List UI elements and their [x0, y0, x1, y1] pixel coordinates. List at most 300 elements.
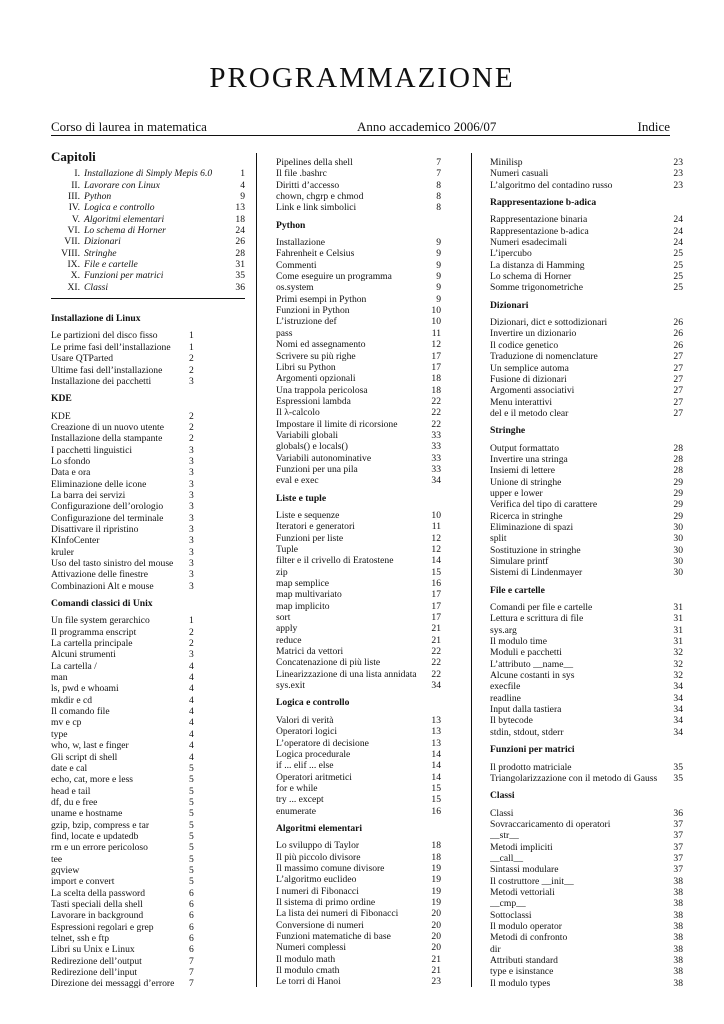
chapter-entry[interactable] [51, 282, 245, 293]
entry-page: 22 [431, 407, 441, 419]
entry-page: 32 [673, 658, 683, 670]
entry-label: Variabili autonominative [276, 452, 372, 464]
index-entry[interactable] [51, 888, 245, 899]
index-entry[interactable] [490, 443, 683, 454]
index-entry[interactable] [490, 340, 683, 351]
index-entry[interactable] [51, 365, 245, 376]
chapter-entry[interactable] [51, 168, 245, 179]
index-entry[interactable] [51, 467, 245, 478]
index-entry[interactable] [490, 727, 683, 738]
index-entry[interactable] [490, 363, 683, 374]
entry-label: La cartella / [51, 660, 97, 672]
index-entry[interactable] [276, 976, 441, 987]
entry-page: 3 [189, 444, 194, 456]
index-section [490, 744, 683, 784]
index-entry[interactable] [276, 680, 441, 691]
index-entry[interactable] [51, 922, 245, 933]
index-entry[interactable] [276, 316, 441, 327]
index-entry[interactable] [490, 625, 683, 636]
index-entry[interactable] [276, 419, 441, 430]
index-entry[interactable] [276, 601, 441, 612]
index-entry[interactable] [276, 202, 441, 213]
entry-label: if ... elif ... else [276, 760, 334, 772]
sections-list [276, 157, 441, 988]
index-entry[interactable] [490, 317, 683, 328]
index-entry[interactable] [276, 954, 441, 965]
index-entry[interactable] [51, 433, 245, 444]
index-entry[interactable] [51, 967, 245, 978]
index-entry[interactable] [276, 396, 441, 407]
index-entry[interactable] [276, 362, 441, 373]
index-entry[interactable] [490, 681, 683, 692]
index-entry[interactable] [51, 581, 245, 592]
index-entry[interactable] [51, 627, 245, 638]
entry-page: 22 [431, 418, 441, 430]
entry-page: 7 [189, 955, 194, 967]
entry-page: 37 [673, 830, 683, 842]
entry-label: echo, cat, more e less [51, 774, 134, 786]
index-entry[interactable] [51, 490, 245, 501]
index-entry[interactable] [276, 157, 441, 168]
entry-page: 18 [431, 373, 441, 385]
entry-label: La cartella principale [51, 638, 133, 650]
entry-page: 5 [189, 774, 194, 786]
entry-label: map semplice [276, 578, 330, 590]
index-entry[interactable] [490, 351, 683, 362]
index-entry[interactable] [276, 168, 441, 179]
entry-label: Argomenti associativi [490, 385, 575, 397]
index-entry[interactable] [490, 465, 683, 476]
index-entry[interactable] [51, 944, 245, 955]
index-entry[interactable] [490, 602, 683, 613]
index-entry[interactable] [490, 157, 683, 168]
index-entry[interactable] [490, 944, 683, 955]
index-entry[interactable] [490, 715, 683, 726]
index-entry[interactable] [276, 180, 441, 191]
chapter-entry[interactable] [51, 214, 245, 225]
index-entry[interactable] [490, 955, 683, 966]
index-entry[interactable] [276, 760, 441, 771]
entry-label: Metodi vettoriali [490, 886, 555, 898]
entry-label: Conversione di numeri [276, 919, 364, 931]
chapter-entry[interactable] [51, 259, 245, 270]
index-entry[interactable] [276, 749, 441, 760]
index-entry[interactable] [276, 623, 441, 634]
entry-page: 1 [189, 615, 194, 627]
entry-page: 12 [431, 544, 441, 555]
index-entry[interactable] [490, 260, 683, 271]
index-entry[interactable] [51, 479, 245, 490]
index-entry[interactable] [51, 717, 245, 728]
entry-page: 8 [436, 191, 441, 203]
entry-label: Link e link simbolici [276, 202, 357, 214]
index-entry[interactable] [51, 865, 245, 876]
index-section [51, 313, 245, 387]
index-entry[interactable] [490, 545, 683, 556]
index-entry[interactable] [490, 647, 683, 658]
index-entry[interactable] [51, 330, 245, 341]
entry-label: pass [276, 327, 293, 339]
entry-label: Iteratori e generatori [276, 521, 355, 533]
index-entry[interactable] [490, 910, 683, 921]
entry-page: 17 [431, 361, 441, 373]
entry-label: telnet, ssh e ftp [51, 933, 110, 944]
entry-label: Liste e sequenze [276, 509, 340, 521]
index-entry[interactable] [276, 555, 441, 566]
index-entry[interactable] [276, 669, 441, 680]
index-entry[interactable] [51, 501, 245, 512]
index-entry[interactable] [490, 248, 683, 259]
index-entry[interactable] [276, 453, 441, 464]
index-entry[interactable] [276, 863, 441, 874]
index-entry[interactable] [276, 464, 441, 475]
index-entry[interactable] [276, 271, 441, 282]
entry-label: Espressioni regolari e grep [51, 921, 154, 933]
index-entry[interactable] [276, 305, 441, 316]
entry-label: Operatori aritmetici [276, 771, 352, 783]
entry-page: 27 [673, 373, 683, 385]
index-entry[interactable] [490, 704, 683, 715]
index-entry[interactable] [51, 729, 245, 740]
entry-label: Menu interattivi [490, 396, 553, 408]
entry-label: L’attributo __name__ [490, 658, 574, 670]
index-entry[interactable] [51, 445, 245, 456]
chapter-number: VII. [64, 236, 80, 248]
entry-page: 27 [673, 385, 683, 397]
index-entry[interactable] [490, 374, 683, 385]
entry-page: 17 [431, 350, 441, 362]
entry-label: L’algoritmo del contadino russo [490, 179, 613, 191]
section-title: Logica e controllo [276, 697, 350, 709]
index-entry[interactable] [276, 567, 441, 578]
entry-label: Argomenti opzionali [276, 373, 356, 385]
chapter-entry[interactable] [51, 270, 245, 281]
index-entry[interactable] [490, 488, 683, 499]
index-entry[interactable] [51, 535, 245, 546]
chapter-page: 31 [235, 259, 245, 271]
index-entry[interactable] [490, 898, 683, 909]
index-entry[interactable] [51, 376, 245, 387]
entry-page: 7 [436, 157, 441, 168]
chapter-title: Installazione di Simply Mepis 6.0 [84, 168, 213, 180]
index-entry[interactable] [51, 672, 245, 683]
index-entry[interactable] [51, 752, 245, 763]
index-entry[interactable] [276, 248, 441, 259]
index-entry[interactable] [51, 661, 245, 672]
index-entry[interactable] [276, 726, 441, 737]
index-entry[interactable] [490, 454, 683, 465]
entry-label: Variabili globali [276, 429, 339, 441]
index-entry[interactable] [276, 635, 441, 646]
index-entry[interactable] [51, 649, 245, 660]
index-entry[interactable] [490, 876, 683, 887]
entry-label: Installazione [276, 237, 326, 249]
entry-label: Il sistema di primo ordine [276, 896, 376, 908]
index-entry[interactable] [490, 887, 683, 898]
index-entry[interactable] [51, 615, 245, 626]
index-entry[interactable] [51, 899, 245, 910]
index-entry[interactable] [276, 351, 441, 362]
chapter-entry[interactable] [51, 191, 245, 202]
entry-page: 21 [431, 623, 441, 635]
index-entry[interactable] [490, 226, 683, 237]
index-entry[interactable] [51, 842, 245, 853]
entry-page: 30 [673, 544, 683, 556]
index-entry[interactable] [490, 328, 683, 339]
entry-page: 3 [189, 375, 194, 387]
entry-page: 2 [189, 433, 194, 445]
index-entry[interactable] [490, 556, 683, 567]
index-entry[interactable] [51, 786, 245, 797]
entry-label: Il file .bashrc [276, 168, 327, 180]
chapter-number: I. [74, 168, 80, 180]
chapter-entry[interactable] [51, 248, 245, 259]
index-entry[interactable] [490, 180, 683, 191]
entry-label: KInfoCenter [51, 535, 100, 547]
entry-page: 4 [189, 660, 194, 672]
index-entry[interactable] [51, 978, 245, 989]
entry-label: Data e ora [51, 467, 91, 479]
entry-label: Concatenazione di più liste [276, 657, 381, 669]
entry-label: Comandi per file e cartelle [490, 602, 593, 614]
entry-page: 14 [431, 555, 441, 567]
chapter-page: 13 [235, 202, 245, 214]
index-entry[interactable] [276, 657, 441, 668]
index-entry[interactable] [276, 260, 441, 271]
index-entry[interactable] [276, 589, 441, 600]
entry-label: Input dalla tastiera [490, 704, 562, 716]
chapter-entry[interactable] [51, 236, 245, 247]
entry-label: Configurazione del terminale [51, 512, 164, 524]
index-entry[interactable] [276, 715, 441, 726]
entry-page: 12 [431, 339, 441, 351]
index-entry[interactable] [490, 670, 683, 681]
index-entry[interactable] [276, 772, 441, 783]
index-entry[interactable] [276, 521, 441, 532]
chapter-title: Python [84, 191, 112, 203]
index-entry[interactable] [490, 636, 683, 647]
entry-page: 4 [189, 717, 194, 729]
index-entry[interactable] [490, 271, 683, 282]
index-entry[interactable] [490, 397, 683, 408]
index-entry[interactable] [51, 513, 245, 524]
entry-page: 22 [431, 668, 441, 680]
entry-page: 30 [673, 567, 683, 579]
index-entry[interactable] [51, 876, 245, 887]
index-entry[interactable] [490, 237, 683, 248]
index-entry[interactable] [51, 353, 245, 364]
index-entry[interactable] [276, 373, 441, 384]
index-entry[interactable] [276, 282, 441, 293]
index-entry[interactable] [490, 659, 683, 670]
entry-page: 3 [189, 569, 194, 581]
index-entry[interactable] [51, 933, 245, 944]
index-entry[interactable] [276, 908, 441, 919]
entry-page: 11 [431, 327, 441, 339]
chapter-entry[interactable] [51, 202, 245, 213]
index-entry[interactable] [276, 294, 441, 305]
index-entry[interactable] [490, 522, 683, 533]
index-entry[interactable] [276, 510, 441, 521]
index-entry[interactable] [276, 965, 441, 976]
section-title: Liste e tuple [276, 492, 327, 504]
index-entry[interactable] [51, 524, 245, 535]
entry-label: Dizionari, dict e sottodizionari [490, 317, 608, 329]
index-entry[interactable] [51, 569, 245, 580]
index-entry[interactable] [51, 547, 245, 558]
index-entry[interactable] [276, 578, 441, 589]
index-entry[interactable] [51, 638, 245, 649]
index-entry[interactable] [490, 966, 683, 977]
index-entry[interactable] [51, 695, 245, 706]
entry-label: for e while [276, 782, 318, 794]
index-entry[interactable] [51, 774, 245, 785]
index-entry[interactable] [276, 931, 441, 942]
entry-label: Espressioni lambda [276, 395, 351, 407]
index-entry[interactable] [490, 864, 683, 875]
section-title: Dizionari [490, 299, 529, 311]
index-entry[interactable] [276, 942, 441, 953]
entry-label: Impostare il limite di ricorsione [276, 418, 398, 430]
index-entry[interactable] [276, 897, 441, 908]
index-entry[interactable] [276, 475, 441, 486]
index-entry[interactable] [276, 339, 441, 350]
entry-label: Redirezione dell’output [51, 955, 142, 967]
entry-page: 34 [673, 715, 683, 727]
entry-page: 38 [673, 932, 683, 944]
entry-page: 3 [189, 489, 194, 501]
entry-label: Scrivere su più righe [276, 350, 356, 362]
index-entry[interactable] [276, 783, 441, 794]
index-entry[interactable] [51, 740, 245, 751]
entry-page: 5 [189, 830, 194, 842]
chapter-entry[interactable] [51, 225, 245, 236]
entry-page: 16 [431, 578, 441, 590]
index-entry[interactable] [51, 956, 245, 967]
chapter-entry[interactable] [51, 180, 245, 191]
entry-label: La distanza di Hamming [490, 259, 585, 271]
index-entry[interactable] [51, 831, 245, 842]
index-entry[interactable] [51, 558, 245, 569]
entry-page: 25 [673, 282, 683, 294]
entry-label: Pipelines della shell [276, 157, 353, 168]
index-entry[interactable] [276, 407, 441, 418]
index-entry[interactable] [51, 411, 245, 422]
index-entry[interactable] [490, 978, 683, 989]
index-entry[interactable] [490, 385, 683, 396]
entry-page: 22 [431, 395, 441, 407]
index-entry[interactable] [276, 874, 441, 885]
index-entry[interactable] [490, 819, 683, 830]
entry-label: apply [276, 623, 298, 635]
index-entry[interactable] [490, 613, 683, 624]
index-entry[interactable] [276, 544, 441, 555]
entry-page: 16 [431, 805, 441, 817]
index-entry[interactable] [490, 773, 683, 784]
index-entry[interactable] [490, 932, 683, 943]
chapter-title: File e cartelle [84, 259, 138, 271]
entry-page: 28 [673, 453, 683, 465]
index-entry[interactable] [51, 706, 245, 717]
index-entry[interactable] [276, 441, 441, 452]
index-entry[interactable] [490, 511, 683, 522]
index-entry[interactable] [490, 214, 683, 225]
index-entry[interactable] [276, 385, 441, 396]
index-entry[interactable] [276, 920, 441, 931]
index-entry[interactable] [490, 693, 683, 704]
entry-label: Il massimo comune divisore [276, 862, 385, 874]
index-entry[interactable] [490, 499, 683, 510]
entry-page: 34 [673, 704, 683, 716]
index-entry[interactable] [51, 797, 245, 808]
index-entry[interactable] [276, 852, 441, 863]
index-entry[interactable] [490, 921, 683, 932]
index-entry[interactable] [51, 808, 245, 819]
index-entry[interactable] [276, 328, 441, 339]
index-section [276, 157, 441, 214]
section-title: Funzioni per matrici [490, 744, 575, 756]
index-entry[interactable] [276, 646, 441, 657]
index-entry[interactable] [276, 533, 441, 544]
index-entry[interactable] [51, 342, 245, 353]
index-entry[interactable] [51, 910, 245, 921]
index-entry[interactable] [490, 477, 683, 488]
entry-label: La scelta della password [51, 887, 146, 899]
index-entry[interactable] [490, 533, 683, 544]
entry-page: 31 [673, 602, 683, 614]
index-entry[interactable] [490, 282, 683, 293]
index-entry[interactable] [490, 567, 683, 578]
entry-page: 13 [431, 737, 441, 749]
entry-label: Direzione dei messaggi d’errore [51, 978, 175, 990]
index-entry[interactable] [51, 763, 245, 774]
index-entry[interactable] [51, 456, 245, 467]
entry-label: Le torri di Hanoi [276, 976, 341, 988]
index-entry[interactable] [51, 820, 245, 831]
chapter-title: Funzioni per matrici [84, 270, 164, 282]
index-entry[interactable] [490, 842, 683, 853]
index-entry[interactable] [51, 854, 245, 865]
index-entry[interactable] [276, 794, 441, 805]
entry-label: Triangolarizzazione con il metodo di Gauss [490, 772, 658, 784]
entry-label: Uso del tasto sinistro del mouse [51, 558, 174, 569]
index-section [51, 393, 245, 592]
index-entry[interactable] [51, 422, 245, 433]
index-entry[interactable] [490, 762, 683, 773]
index-entry[interactable] [490, 808, 683, 819]
index-entry[interactable] [490, 853, 683, 864]
index-entry[interactable] [276, 840, 441, 851]
entry-label: Output formattato [490, 442, 560, 454]
entry-label: Eliminazione di spazi [490, 521, 574, 533]
entry-page: 30 [673, 556, 683, 567]
index-entry[interactable] [51, 683, 245, 694]
index-entry[interactable] [276, 886, 441, 897]
index-entry[interactable] [276, 806, 441, 817]
index-entry[interactable] [276, 612, 441, 623]
index-entry[interactable] [276, 237, 441, 248]
entry-page: 20 [431, 931, 441, 942]
index-entry[interactable] [490, 168, 683, 179]
index-entry[interactable] [276, 738, 441, 749]
index-entry[interactable] [490, 408, 683, 419]
index-entry[interactable] [276, 191, 441, 202]
entry-label: __call__ [490, 852, 524, 864]
index-entry[interactable] [276, 430, 441, 441]
index-entry[interactable] [490, 830, 683, 841]
entry-label: Il prodotto matriciale [490, 761, 572, 773]
entry-label: stdin, stdout, stderr [490, 726, 564, 738]
